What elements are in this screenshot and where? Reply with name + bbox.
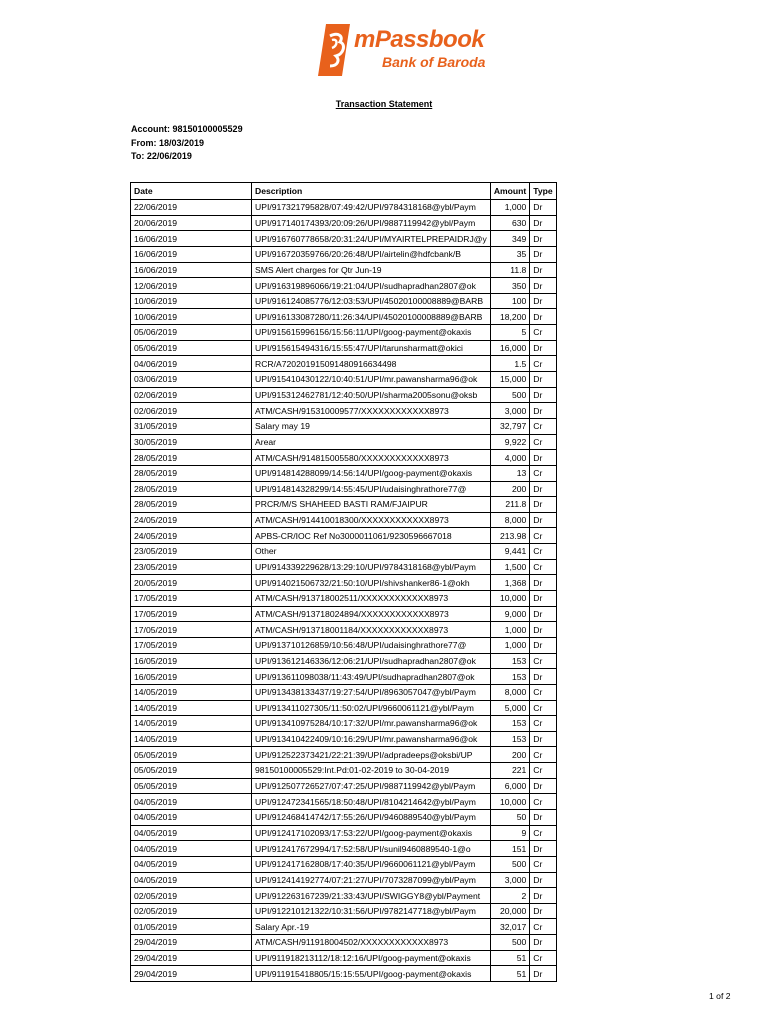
cell-date: 14/05/2019 xyxy=(131,731,252,747)
cell-type: Dr xyxy=(530,200,556,216)
cell-type: Cr xyxy=(530,559,556,575)
cell-amount: 1,000 xyxy=(490,637,529,653)
cell-type: Cr xyxy=(530,528,556,544)
cell-amount: 500 xyxy=(490,387,529,403)
cell-description: UPI/914814328299/14:55:45/UPI/udaisinghrathore77@ xyxy=(252,481,491,497)
cell-amount: 32,797 xyxy=(490,418,529,434)
cell-description: UPI/912263167239/21:33:43/UPI/SWIGGY8@ybl/Payment xyxy=(252,888,491,904)
cell-amount: 9,000 xyxy=(490,606,529,622)
table-row xyxy=(131,716,557,732)
cell-date: 28/05/2019 xyxy=(131,465,252,481)
cell-date: 14/05/2019 xyxy=(131,700,252,716)
cell-description: UPI/912417162808/17:40:35/UPI/9660061121@ybl/Paym xyxy=(252,856,491,872)
cell-amount: 8,000 xyxy=(490,512,529,528)
table-row xyxy=(131,293,557,309)
cell-date: 02/06/2019 xyxy=(131,387,252,403)
cell-amount: 9,922 xyxy=(490,434,529,450)
cell-amount: 153 xyxy=(490,716,529,732)
cell-date: 05/06/2019 xyxy=(131,325,252,341)
cell-description: UPI/913710126859/10:56:48/UPI/udaisinghrathore77@ xyxy=(252,637,491,653)
table-row xyxy=(131,450,557,466)
from-date: From: 18/03/2019 xyxy=(131,137,205,148)
cell-description: ATM/CASH/915310009577/XXXXXXXXXXXX8973 xyxy=(252,403,491,419)
cell-amount: 1,368 xyxy=(490,575,529,591)
cell-date: 04/06/2019 xyxy=(131,356,252,372)
table-row xyxy=(131,856,557,872)
cell-date: 20/06/2019 xyxy=(131,215,252,231)
cell-amount: 13 xyxy=(490,465,529,481)
cell-type: Dr xyxy=(530,215,556,231)
cell-date: 05/05/2019 xyxy=(131,763,252,779)
cell-type: Cr xyxy=(530,465,556,481)
cell-description: Salary Apr.-19 xyxy=(252,919,491,935)
table-row xyxy=(131,935,557,951)
table-row xyxy=(131,512,557,528)
cell-description: UPI/911918213112/18:12:16/UPI/goog-payment@okaxis xyxy=(252,950,491,966)
table-row xyxy=(131,418,557,434)
cell-type: Cr xyxy=(530,325,556,341)
cell-description: PRCR/M/S SHAHEED BASTI RAM/FJAIPUR xyxy=(252,497,491,513)
cell-amount: 3,000 xyxy=(490,872,529,888)
cell-date: 29/04/2019 xyxy=(131,935,252,951)
cell-type: Dr xyxy=(530,231,556,247)
table-row xyxy=(131,731,557,747)
table-row xyxy=(131,325,557,341)
cell-amount: 200 xyxy=(490,747,529,763)
cell-date: 23/05/2019 xyxy=(131,544,252,560)
cell-date: 12/06/2019 xyxy=(131,278,252,294)
cell-type: Cr xyxy=(530,747,556,763)
cell-type: Dr xyxy=(530,497,556,513)
cell-date: 05/05/2019 xyxy=(131,747,252,763)
cell-type: Dr xyxy=(530,403,556,419)
cell-description: UPI/915312462781/12:40:50/UPI/sharma2005sonu@oksb xyxy=(252,387,491,403)
cell-type: Dr xyxy=(530,481,556,497)
table-row xyxy=(131,200,557,216)
cell-date: 31/05/2019 xyxy=(131,418,252,434)
to-date: To: 22/06/2019 xyxy=(131,151,192,161)
cell-date: 14/05/2019 xyxy=(131,716,252,732)
cell-type: Dr xyxy=(530,778,556,794)
cell-description: UPI/912210121322/10:31:56/UPI/9782147718@ybl/Paym xyxy=(252,903,491,919)
cell-type: Dr xyxy=(530,262,556,278)
header-date: Date xyxy=(131,183,252,200)
cell-description: ATM/CASH/913718001184/XXXXXXXXXXXX8973 xyxy=(252,622,491,638)
cell-type: Dr xyxy=(530,387,556,403)
table-row xyxy=(131,872,557,888)
cell-amount: 9,441 xyxy=(490,544,529,560)
cell-type: Dr xyxy=(530,450,556,466)
table-row xyxy=(131,262,557,278)
cell-amount: 51 xyxy=(490,950,529,966)
cell-amount: 3,000 xyxy=(490,403,529,419)
cell-amount: 32,017 xyxy=(490,919,529,935)
cell-date: 10/06/2019 xyxy=(131,293,252,309)
table-row xyxy=(131,622,557,638)
cell-date: 05/06/2019 xyxy=(131,340,252,356)
table-row xyxy=(131,528,557,544)
table-row xyxy=(131,231,557,247)
cell-description: UPI/915615494316/15:55:47/UPI/tarunsharmatt@okici xyxy=(252,340,491,356)
cell-type: Dr xyxy=(530,246,556,262)
cell-amount: 16,000 xyxy=(490,340,529,356)
logo-title: mPassbook xyxy=(354,26,485,53)
cell-description: RCR/A720201915091480916634498 xyxy=(252,356,491,372)
cell-amount: 1,000 xyxy=(490,622,529,638)
cell-description: UPI/912507726527/07:47:25/UPI/9887119942@ybl/Paym xyxy=(252,778,491,794)
cell-amount: 50 xyxy=(490,809,529,825)
cell-date: 10/06/2019 xyxy=(131,309,252,325)
cell-amount: 6,000 xyxy=(490,778,529,794)
cell-date: 24/05/2019 xyxy=(131,512,252,528)
table-row xyxy=(131,778,557,794)
statement-title: Transaction Statement xyxy=(335,99,433,109)
table-row xyxy=(131,763,557,779)
cell-description: UPI/912414192774/07:21:27/UPI/7073287099@ybl/Paym xyxy=(252,872,491,888)
table-row xyxy=(131,684,557,700)
cell-type: Cr xyxy=(530,763,556,779)
cell-date: 02/06/2019 xyxy=(131,403,252,419)
cell-date: 04/05/2019 xyxy=(131,841,252,857)
table-row xyxy=(131,591,557,607)
table-header-row xyxy=(131,183,557,200)
cell-type: Cr xyxy=(530,716,556,732)
cell-date: 04/05/2019 xyxy=(131,794,252,810)
cell-type: Cr xyxy=(530,919,556,935)
cell-description: UPI/916133087280/11:26:34/UPI/45020100008889@BARB xyxy=(252,309,491,325)
cell-description: UPI/914339229628/13:29:10/UPI/9784318168@ybl/Paym xyxy=(252,559,491,575)
cell-description: UPI/912468414742/17:55:26/UPI/9460889540@ybl/Paym xyxy=(252,809,491,825)
table-row xyxy=(131,481,557,497)
header-amount: Amount xyxy=(490,183,529,200)
cell-amount: 35 xyxy=(490,246,529,262)
cell-date: 17/05/2019 xyxy=(131,637,252,653)
table-row xyxy=(131,497,557,513)
cell-type: Dr xyxy=(530,809,556,825)
cell-description: UPI/911915418805/15:15:55/UPI/goog-payment@okaxis xyxy=(252,966,491,982)
table-row xyxy=(131,559,557,575)
cell-type: Cr xyxy=(530,684,556,700)
cell-date: 29/04/2019 xyxy=(131,950,252,966)
transaction-rows xyxy=(131,200,557,982)
cell-type: Cr xyxy=(530,434,556,450)
cell-date: 16/06/2019 xyxy=(131,231,252,247)
cell-amount: 5,000 xyxy=(490,700,529,716)
cell-date: 29/04/2019 xyxy=(131,966,252,982)
table-row xyxy=(131,653,557,669)
table-row xyxy=(131,575,557,591)
table-row xyxy=(131,544,557,560)
account-details xyxy=(131,123,243,164)
cell-description: UPI/913410422409/10:16:29/UPI/mr.pawansharma96@ok xyxy=(252,731,491,747)
cell-type: Dr xyxy=(530,966,556,982)
cell-amount: 4,000 xyxy=(490,450,529,466)
cell-description: Arear xyxy=(252,434,491,450)
table-row xyxy=(131,637,557,653)
cell-description: ATM/CASH/914815005580/XXXXXXXXXXXX8973 xyxy=(252,450,491,466)
cell-type: Cr xyxy=(530,856,556,872)
cell-type: Dr xyxy=(530,606,556,622)
cell-type: Dr xyxy=(530,340,556,356)
table-row xyxy=(131,700,557,716)
table-row xyxy=(131,669,557,685)
bank-logo xyxy=(318,24,486,78)
cell-type: Dr xyxy=(530,575,556,591)
cell-date: 04/05/2019 xyxy=(131,872,252,888)
table-row xyxy=(131,841,557,857)
cell-type: Cr xyxy=(530,356,556,372)
cell-amount: 221 xyxy=(490,763,529,779)
cell-description: ATM/CASH/914410018300/XXXXXXXXXXXX8973 xyxy=(252,512,491,528)
cell-description: UPI/912522373421/22:21:39/UPI/adpradeeps@oksbi/UP xyxy=(252,747,491,763)
cell-description: ATM/CASH/913718002511/XXXXXXXXXXXX8973 xyxy=(252,591,491,607)
cell-type: Dr xyxy=(530,935,556,951)
cell-date: 23/05/2019 xyxy=(131,559,252,575)
logo-subtitle: Bank of Baroda xyxy=(382,54,486,70)
cell-date: 04/05/2019 xyxy=(131,825,252,841)
cell-amount: 1.5 xyxy=(490,356,529,372)
cell-date: 03/06/2019 xyxy=(131,372,252,388)
table-row xyxy=(131,246,557,262)
cell-type: Dr xyxy=(530,309,556,325)
cell-description: UPI/913612146336/12:06:21/UPI/sudhapradhan2807@ok xyxy=(252,653,491,669)
cell-amount: 20,000 xyxy=(490,903,529,919)
cell-type: Dr xyxy=(530,731,556,747)
table-row xyxy=(131,903,557,919)
cell-description: UPI/917321795828/07:49:42/UPI/9784318168@ybl/Paym xyxy=(252,200,491,216)
cell-date: 20/05/2019 xyxy=(131,575,252,591)
table-row xyxy=(131,919,557,935)
cell-amount: 350 xyxy=(490,278,529,294)
cell-type: Dr xyxy=(530,637,556,653)
cell-description: Other xyxy=(252,544,491,560)
cell-date: 22/06/2019 xyxy=(131,200,252,216)
bank-of-baroda-logo-icon xyxy=(318,24,350,76)
account-number: Account: 98150100005529 xyxy=(131,124,243,134)
cell-description: Salary may 19 xyxy=(252,418,491,434)
cell-description: UPI/916319896066/19:21:04/UPI/sudhapradhan2807@ok xyxy=(252,278,491,294)
cell-amount: 153 xyxy=(490,653,529,669)
cell-type: Dr xyxy=(530,372,556,388)
transaction-table xyxy=(130,182,557,982)
cell-type: Dr xyxy=(530,293,556,309)
cell-description: 98150100005529:Int.Pd:01-02-2019 to 30-04-2019 xyxy=(252,763,491,779)
cell-amount: 500 xyxy=(490,856,529,872)
cell-amount: 10,000 xyxy=(490,794,529,810)
table-row xyxy=(131,809,557,825)
cell-type: Dr xyxy=(530,872,556,888)
cell-description: APBS-CR/IOC Ref No3000011061/9230596667018 xyxy=(252,528,491,544)
table-row xyxy=(131,356,557,372)
cell-date: 17/05/2019 xyxy=(131,622,252,638)
cell-amount: 151 xyxy=(490,841,529,857)
table-row xyxy=(131,278,557,294)
cell-type: Dr xyxy=(530,669,556,685)
cell-type: Cr xyxy=(530,825,556,841)
cell-date: 16/06/2019 xyxy=(131,246,252,262)
cell-amount: 500 xyxy=(490,935,529,951)
cell-amount: 1,500 xyxy=(490,559,529,575)
cell-amount: 211.8 xyxy=(490,497,529,513)
cell-description: UPI/916124085776/12:03:53/UPI/45020100008889@BARB xyxy=(252,293,491,309)
cell-amount: 1,000 xyxy=(490,200,529,216)
cell-date: 04/05/2019 xyxy=(131,856,252,872)
table-row xyxy=(131,372,557,388)
cell-amount: 9 xyxy=(490,825,529,841)
table-row xyxy=(131,403,557,419)
cell-description: UPI/912472341565/18:50:48/UPI/8104214642@ybl/Paym xyxy=(252,794,491,810)
cell-description: ATM/CASH/913718024894/XXXXXXXXXXXX8973 xyxy=(252,606,491,622)
cell-type: Cr xyxy=(530,794,556,810)
cell-amount: 630 xyxy=(490,215,529,231)
cell-date: 05/05/2019 xyxy=(131,778,252,794)
table-row xyxy=(131,966,557,982)
cell-description: SMS Alert charges for Qtr Jun-19 xyxy=(252,262,491,278)
table-row xyxy=(131,340,557,356)
cell-date: 16/05/2019 xyxy=(131,669,252,685)
cell-date: 14/05/2019 xyxy=(131,684,252,700)
cell-amount: 8,000 xyxy=(490,684,529,700)
cell-description: UPI/915615996156/15:56:11/UPI/goog-payment@okaxis xyxy=(252,325,491,341)
cell-description: UPI/913438133437/19:27:54/UPI/8963057047@ybl/Paym xyxy=(252,684,491,700)
cell-amount: 153 xyxy=(490,669,529,685)
table-row xyxy=(131,825,557,841)
cell-amount: 100 xyxy=(490,293,529,309)
table-row xyxy=(131,309,557,325)
cell-description: UPI/916720359766/20:26:48/UPI/airtelin@hdfcbank/B xyxy=(252,246,491,262)
cell-date: 16/06/2019 xyxy=(131,262,252,278)
cell-amount: 2 xyxy=(490,888,529,904)
cell-date: 02/05/2019 xyxy=(131,903,252,919)
cell-description: UPI/912417102093/17:53:22/UPI/goog-payment@okaxis xyxy=(252,825,491,841)
table-row xyxy=(131,606,557,622)
cell-description: UPI/915410430122/10:40:51/UPI/mr.pawansharma96@ok xyxy=(252,372,491,388)
cell-amount: 153 xyxy=(490,731,529,747)
table-row xyxy=(131,794,557,810)
cell-type: Cr xyxy=(530,653,556,669)
cell-date: 04/05/2019 xyxy=(131,809,252,825)
cell-type: Cr xyxy=(530,418,556,434)
table-row xyxy=(131,747,557,763)
cell-type: Dr xyxy=(530,278,556,294)
cell-date: 02/05/2019 xyxy=(131,888,252,904)
cell-type: Cr xyxy=(530,700,556,716)
cell-date: 17/05/2019 xyxy=(131,591,252,607)
cell-amount: 18,200 xyxy=(490,309,529,325)
cell-description: UPI/912417672994/17:52:58/UPI/sunil9460889540-1@o xyxy=(252,841,491,857)
table-row xyxy=(131,888,557,904)
cell-description: UPI/913411027305/11:50:02/UPI/9660061121@ybl/Paym xyxy=(252,700,491,716)
cell-type: Dr xyxy=(530,622,556,638)
cell-date: 28/05/2019 xyxy=(131,481,252,497)
cell-type: Cr xyxy=(530,544,556,560)
cell-description: UPI/914814288099/14:56:14/UPI/goog-payment@okaxis xyxy=(252,465,491,481)
cell-type: Dr xyxy=(530,841,556,857)
cell-amount: 349 xyxy=(490,231,529,247)
table-row xyxy=(131,215,557,231)
cell-amount: 51 xyxy=(490,966,529,982)
header-description: Description xyxy=(252,183,491,200)
header-type: Type xyxy=(530,183,556,200)
table-row xyxy=(131,434,557,450)
cell-date: 01/05/2019 xyxy=(131,919,252,935)
cell-date: 28/05/2019 xyxy=(131,450,252,466)
cell-date: 17/05/2019 xyxy=(131,606,252,622)
cell-type: Cr xyxy=(530,950,556,966)
cell-type: Dr xyxy=(530,903,556,919)
cell-description: UPI/913410975284/10:17:32/UPI/mr.pawansharma96@ok xyxy=(252,716,491,732)
cell-amount: 11.8 xyxy=(490,262,529,278)
page-number: 1 of 2 xyxy=(709,991,731,1001)
cell-amount: 200 xyxy=(490,481,529,497)
cell-amount: 213.98 xyxy=(490,528,529,544)
cell-description: UPI/917140174393/20:09:26/UPI/9887119942@ybl/Paym xyxy=(252,215,491,231)
cell-description: UPI/914021506732/21:50:10/UPI/shivshanker86-1@okh xyxy=(252,575,491,591)
cell-description: UPI/913611098038/11:43:49/UPI/sudhapradhan2807@ok xyxy=(252,669,491,685)
table-row xyxy=(131,387,557,403)
cell-description: UPI/916760778658/20:31:24/UPI/MYAIRTELPREPAIDRJ@y xyxy=(252,231,491,247)
cell-date: 24/05/2019 xyxy=(131,528,252,544)
cell-type: Dr xyxy=(530,591,556,607)
cell-amount: 10,000 xyxy=(490,591,529,607)
cell-description: ATM/CASH/911918004502/XXXXXXXXXXXX8973 xyxy=(252,935,491,951)
table-row xyxy=(131,950,557,966)
cell-date: 28/05/2019 xyxy=(131,497,252,513)
cell-amount: 15,000 xyxy=(490,372,529,388)
cell-amount: 5 xyxy=(490,325,529,341)
cell-date: 16/05/2019 xyxy=(131,653,252,669)
table-row xyxy=(131,465,557,481)
cell-type: Dr xyxy=(530,888,556,904)
cell-type: Dr xyxy=(530,512,556,528)
cell-date: 30/05/2019 xyxy=(131,434,252,450)
